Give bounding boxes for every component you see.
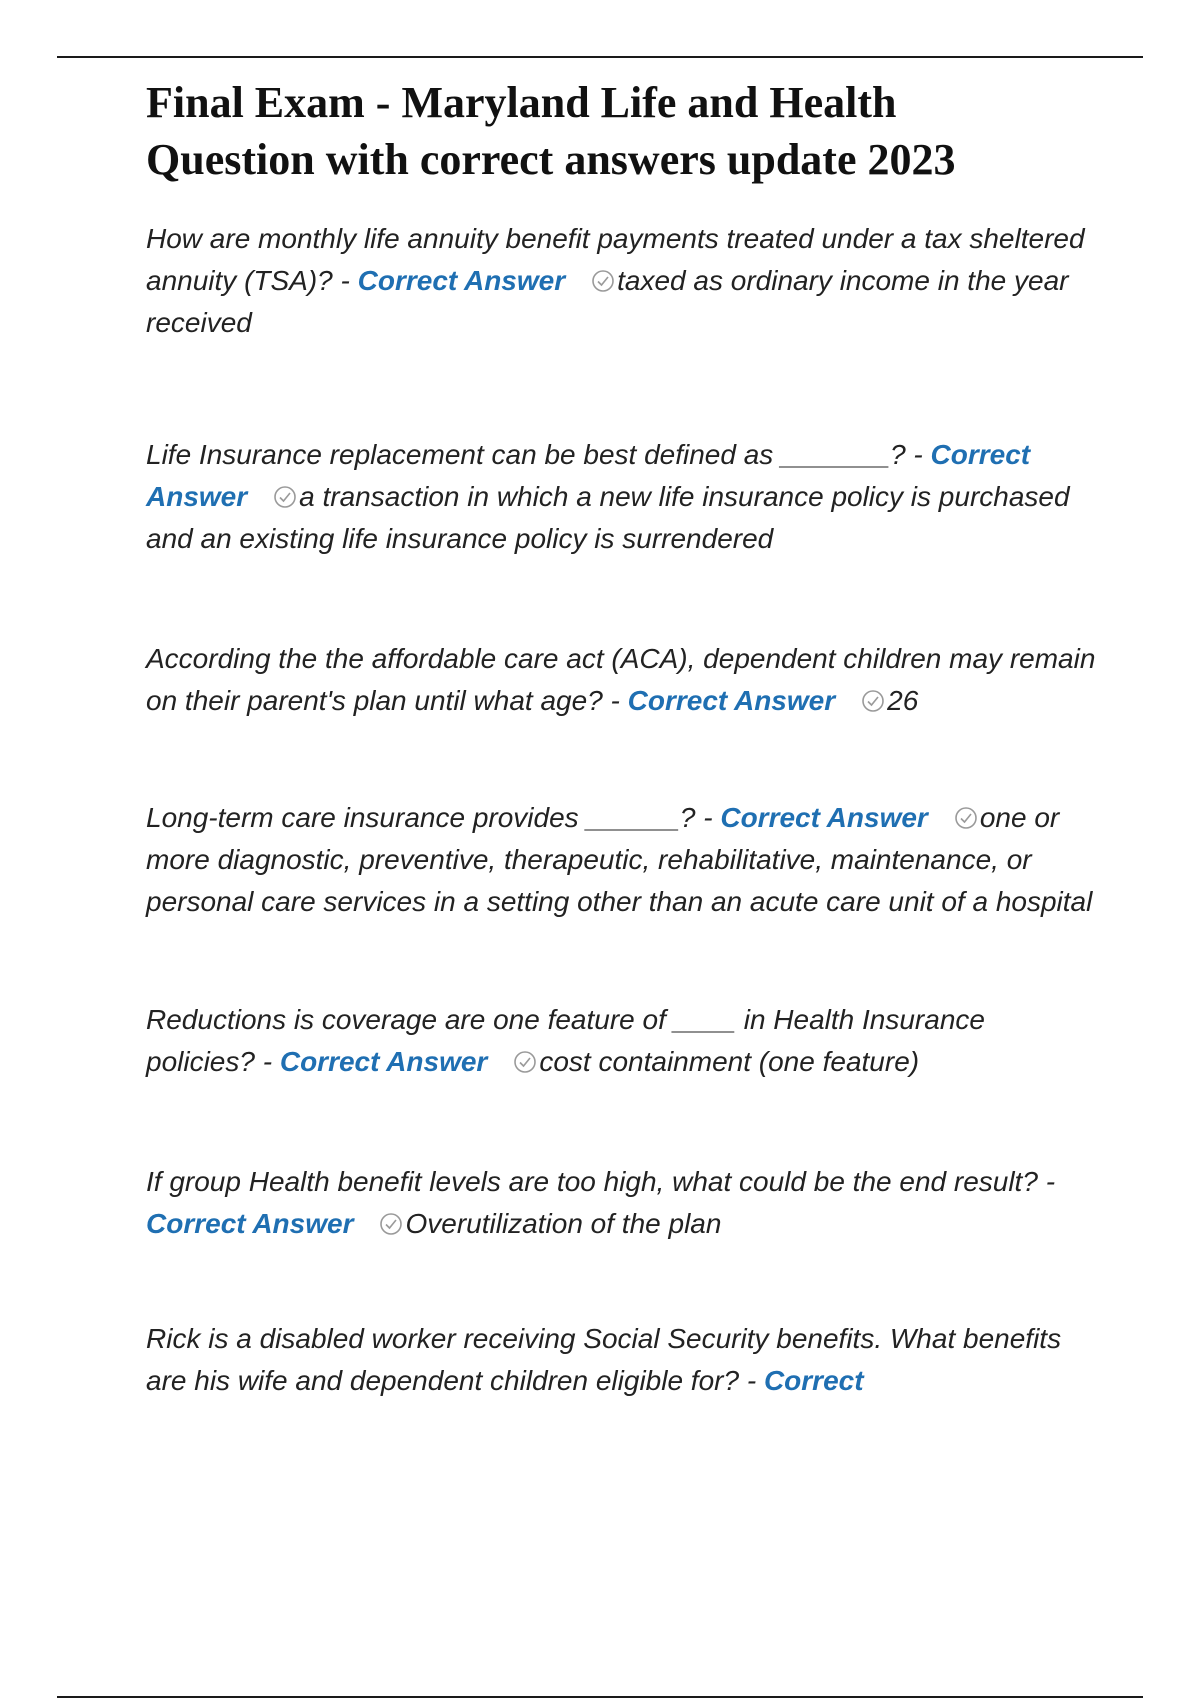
correct-answer-label-partial: Correct [763,1365,864,1396]
title-line-2: Question with correct answers update 2023 [146,135,956,184]
correct-answer-label: Correct Answer [720,802,928,833]
answer-text: Overutilization of the plan [405,1208,722,1239]
separator: - [905,439,931,470]
check-circle-icon [954,806,978,830]
question-text: If group Health benefit levels are too high, what could be the end result? [146,1166,1038,1197]
correct-answer-label: Correct Answer [357,265,566,296]
check-circle-icon [861,689,885,713]
correct-answer-label: Correct Answer [279,1046,488,1077]
title-line-1: Final Exam - Maryland Life and Health [146,78,897,127]
question-text: According the the affordable care act (ACA), dependent children may remain on their parent's plan until what age? [146,643,1096,716]
correct-answer-label: Correct Answer [146,439,1031,512]
separator: - [332,265,358,296]
correct-answer-label: Correct Answer [627,685,836,716]
question-text: How are monthly life annuity benefit payments treated under a tax sheltered annuity (TSA)? [146,223,1085,296]
separator: - [695,802,721,833]
qa-item [146,1318,1096,1402]
qa-item [146,434,1096,560]
check-circle-icon [273,485,297,509]
answer-text: a transaction in which a new life insurance policy is purchased and an existing life insurance policy is surrendered [146,481,1070,554]
answer-text: taxed as ordinary income in the year received [146,265,1069,338]
answer-text: 26 [887,685,919,716]
page-title [146,74,1096,188]
qa-item [146,999,1096,1083]
document-content [146,74,1096,1402]
separator: - [739,1365,764,1396]
check-circle-icon [591,269,615,293]
answer-text: cost containment (one feature) [539,1046,920,1077]
check-circle-icon [379,1212,403,1236]
footer-rule [57,1696,1143,1698]
qa-item [146,218,1096,344]
separator: - [254,1046,280,1077]
question-text: Long-term care insurance provides ______? [146,802,696,833]
qa-item [146,638,1096,722]
header-rule [57,56,1143,58]
qa-item [146,1161,1096,1245]
separator: - [1037,1166,1056,1197]
qa-item [146,797,1096,923]
answer-text: one or more diagnostic, preventive, therapeutic, rehabilitative, maintenance, or personal care services in a setting other than an acute care unit of a hospital [146,802,1093,917]
question-text: Rick is a disabled worker receiving Social Security benefits. What benefits are his wife and dependent children eligible for? [146,1323,1062,1396]
question-text: Reductions is coverage are one feature of ____ in Health Insurance policies? [146,1004,985,1077]
question-text: Life Insurance replacement can be best defined as _______? [146,439,906,470]
check-circle-icon [513,1050,537,1074]
separator: - [602,685,628,716]
correct-answer-label: Correct Answer [146,1208,354,1239]
